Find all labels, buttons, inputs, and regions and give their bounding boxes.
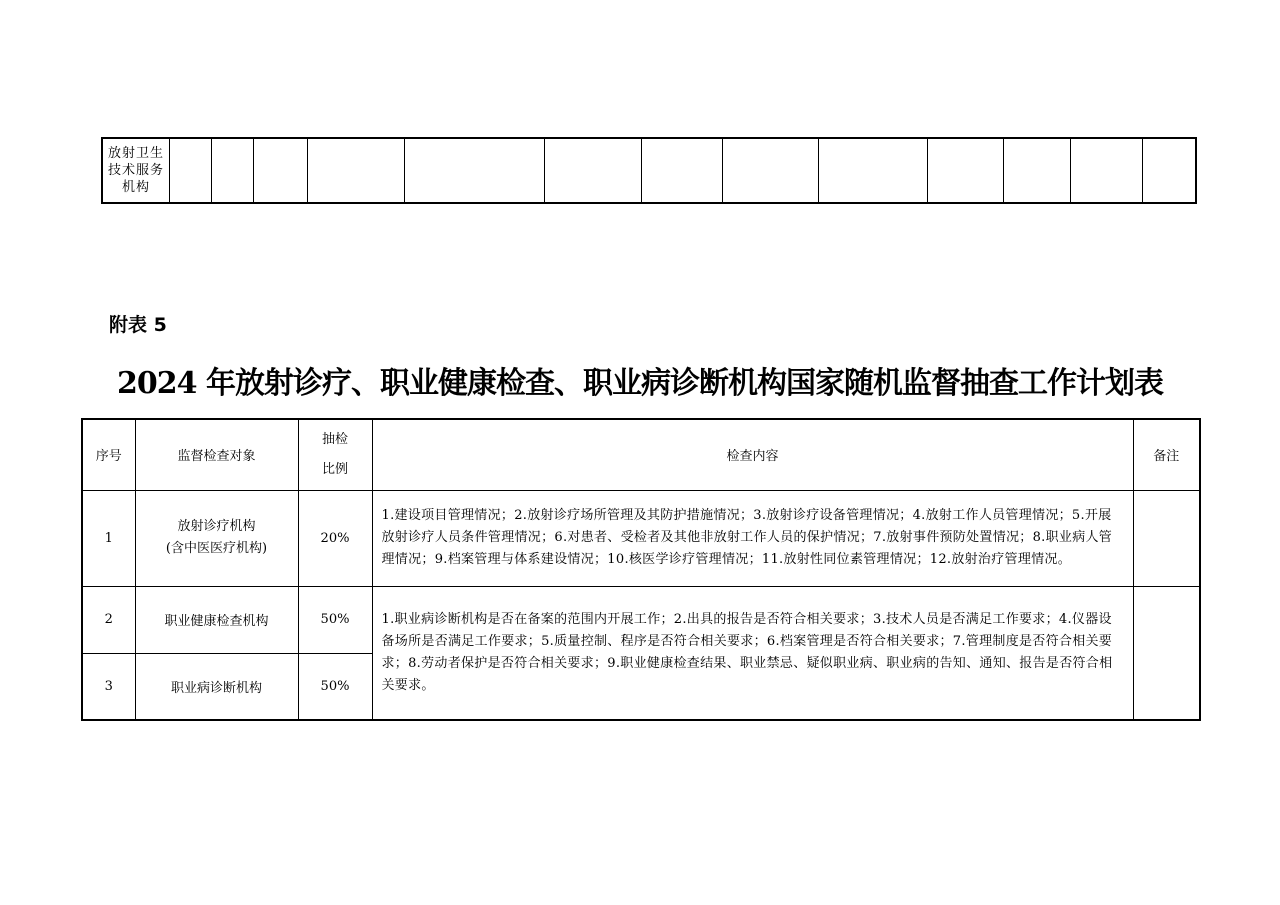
empty-cell	[545, 138, 642, 203]
page-title: 2024 年放射诊疗、职业健康检查、职业病诊断机构国家随机监督抽查工作计划表	[117, 366, 1163, 401]
row-label-line: 放射卫生	[107, 146, 164, 161]
plan-table	[81, 418, 1201, 721]
header-ratio	[298, 419, 372, 490]
empty-cell	[308, 138, 405, 203]
header-no: 序号	[82, 419, 135, 490]
empty-cell	[405, 138, 545, 203]
row-label-line: 机构	[121, 180, 150, 195]
row-content: 1.建设项目管理情况；2.放射诊疗场所管理及其防护措施情况；3.放射诊疗设备管理情况；4.放射工作人员管理情况；5.开展放射诊疗人员条件管理情况；6.对患者、受检者及其他非放射工作人员的保护情况；7.放射事件预防处置情况；8.职业病人管理情况；9.档案管理与体系建设情况；10.核医学诊疗管理情况；11.放射性同位素管理情况；12.放射治疗管理情况。	[372, 490, 1133, 586]
empty-cell	[928, 138, 1004, 203]
row-object: 职业健康检查机构	[135, 586, 298, 653]
row-ratio: 50%	[298, 653, 372, 720]
continuation-table	[101, 137, 1197, 204]
header-remark: 备注	[1133, 419, 1200, 490]
header-ratio-line: 比例	[321, 461, 348, 477]
row-object-line: 放射诊疗机构	[177, 519, 256, 534]
row-object-line: (含中医医疗机构)	[165, 541, 268, 556]
row-no: 3	[82, 653, 135, 720]
row-object	[135, 490, 298, 586]
header-object: 监督检查对象	[135, 419, 298, 490]
empty-cell	[723, 138, 819, 203]
row-remark	[1133, 586, 1200, 720]
row-ratio: 50%	[298, 586, 372, 653]
row-label-line: 技术服务	[107, 163, 164, 178]
row-no: 2	[82, 586, 135, 653]
table-row	[82, 490, 1200, 586]
header-row	[82, 419, 1200, 490]
header-ratio-line: 抽检	[321, 431, 348, 447]
row-label-cell	[102, 138, 170, 203]
row-object: 职业病诊断机构	[135, 653, 298, 720]
row-remark	[1133, 490, 1200, 586]
table-row	[102, 138, 1196, 203]
empty-cell	[1071, 138, 1143, 203]
row-content-shared: 1.职业病诊断机构是否在备案的范围内开展工作；2.出具的报告是否符合相关要求；3.技术人员是否满足工作要求；4.仪器设备场所是否满足工作要求；5.质量控制、程序是否符合相关要求；6.档案管理是否符合相关要求；7.管理制度是否符合相关要求；8.劳动者保护是否符合相关要求；9.职业健康检查结果、职业禁忌、疑似职业病、职业病的告知、通知、报告是否符合相关要求。	[372, 586, 1133, 720]
row-ratio: 20%	[298, 490, 372, 586]
empty-cell	[1143, 138, 1197, 203]
row-no: 1	[82, 490, 135, 586]
table-row	[82, 586, 1200, 653]
annex-label: 附表 5	[109, 314, 167, 336]
empty-cell	[170, 138, 212, 203]
empty-cell	[642, 138, 723, 203]
empty-cell	[819, 138, 928, 203]
empty-cell	[254, 138, 308, 203]
header-content: 检查内容	[372, 419, 1133, 490]
empty-cell	[212, 138, 254, 203]
empty-cell	[1004, 138, 1071, 203]
